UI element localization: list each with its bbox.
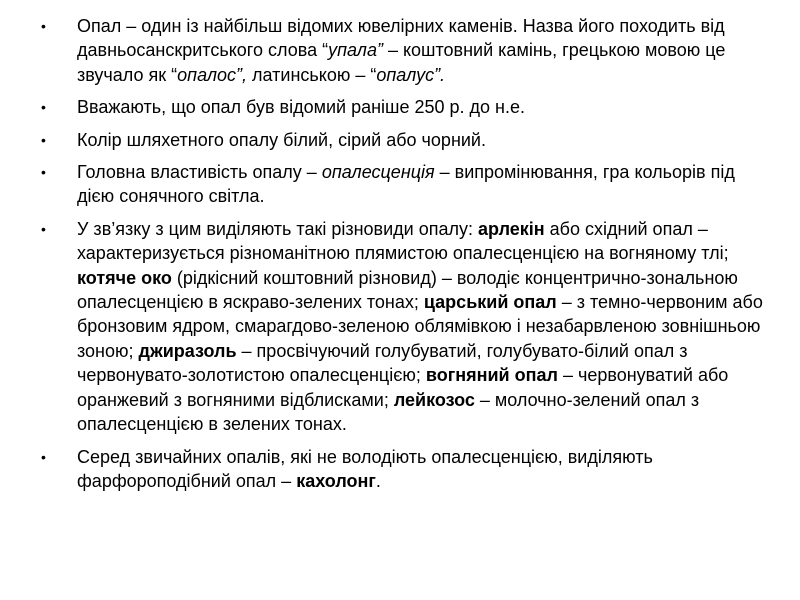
bullet-list	[0, 14, 800, 501]
bullet-item	[0, 160, 800, 209]
bullet-dot: •	[41, 131, 46, 148]
bold-term: лейкозос	[393, 389, 475, 410]
bold-term: вогняний опал	[425, 365, 558, 386]
bullet-item	[0, 95, 800, 119]
text-run: – коштовний камінь, грецькою мовою це звучало як “	[77, 40, 726, 85]
bold-term: кахолонг	[296, 470, 376, 491]
bullet-text	[77, 219, 763, 434]
bold-term: джиразоль	[138, 340, 237, 361]
bold-term: царський опал	[423, 292, 557, 313]
bullet-dot: •	[41, 99, 46, 116]
text-run: латинською – “	[247, 64, 377, 85]
italic-term: опалесценція	[321, 162, 435, 183]
bullet-text	[77, 130, 486, 150]
text-run: або східний опал – характеризується різноманітною плямистою опалесценцією на вогняному тлі;	[77, 218, 729, 264]
text-run: Опал – один із найбільш відомих ювелірних каменів. Назва його походить від давньосанскритського слова “	[77, 16, 725, 61]
text-run: Колір шляхетного опалу білий, сірий або чорний.	[77, 129, 486, 150]
text-run: (рідкісний коштовний різновид) – володіє концентрично-зональною опалесценцією в яскраво-зелених тонах;	[77, 267, 738, 313]
italic-term: опалус”.	[376, 64, 446, 85]
bullet-dot: •	[41, 220, 46, 237]
text-run: .	[375, 470, 381, 491]
bullet-item	[0, 217, 800, 437]
text-run: – випромінювання, гра кольорів під дією сонячного світла.	[77, 162, 735, 207]
bullet-item	[0, 445, 800, 494]
bullet-dot: •	[41, 448, 46, 465]
bold-term: арлекін	[478, 218, 545, 239]
text-run: Серед звичайних опалів, які не володіють опалесценцією, виділяють фарфороподібний опал –	[77, 446, 653, 491]
text-run: Головна властивість опалу –	[77, 162, 322, 183]
bullet-dot: •	[41, 164, 46, 181]
bullet-text	[77, 97, 525, 117]
text-run: – молочно-зелений опал з опалесценцією в зелених тонах.	[77, 389, 700, 435]
bullet-text	[77, 16, 725, 85]
italic-term: опалос”,	[177, 64, 248, 85]
bullet-text	[77, 447, 653, 491]
bullet-text	[77, 162, 735, 206]
text-run: – просвічуючий голубуватий, голубувато-білий опал з червонувато-золотистою опалесценцією;	[77, 340, 688, 386]
text-run: Вважають, що опал був відомий раніше 250 р. до н.е.	[77, 97, 526, 118]
text-run: У зв’язку з цим виділяють такі різновиди опалу:	[77, 218, 479, 239]
bullet-item	[0, 14, 800, 87]
bullet-item	[0, 128, 800, 152]
italic-term: упала”	[328, 40, 383, 61]
text-run: – червонуватий або оранжевий з вогняними відблисками;	[77, 365, 729, 410]
bullet-dot: •	[41, 18, 46, 34]
bold-term: котяче око	[77, 267, 172, 288]
text-run: – з темно-червоним або бронзовим ядром, смарагдово-зеленою облямівкою і незабарвленою зовнішньою зоною;	[77, 292, 763, 361]
